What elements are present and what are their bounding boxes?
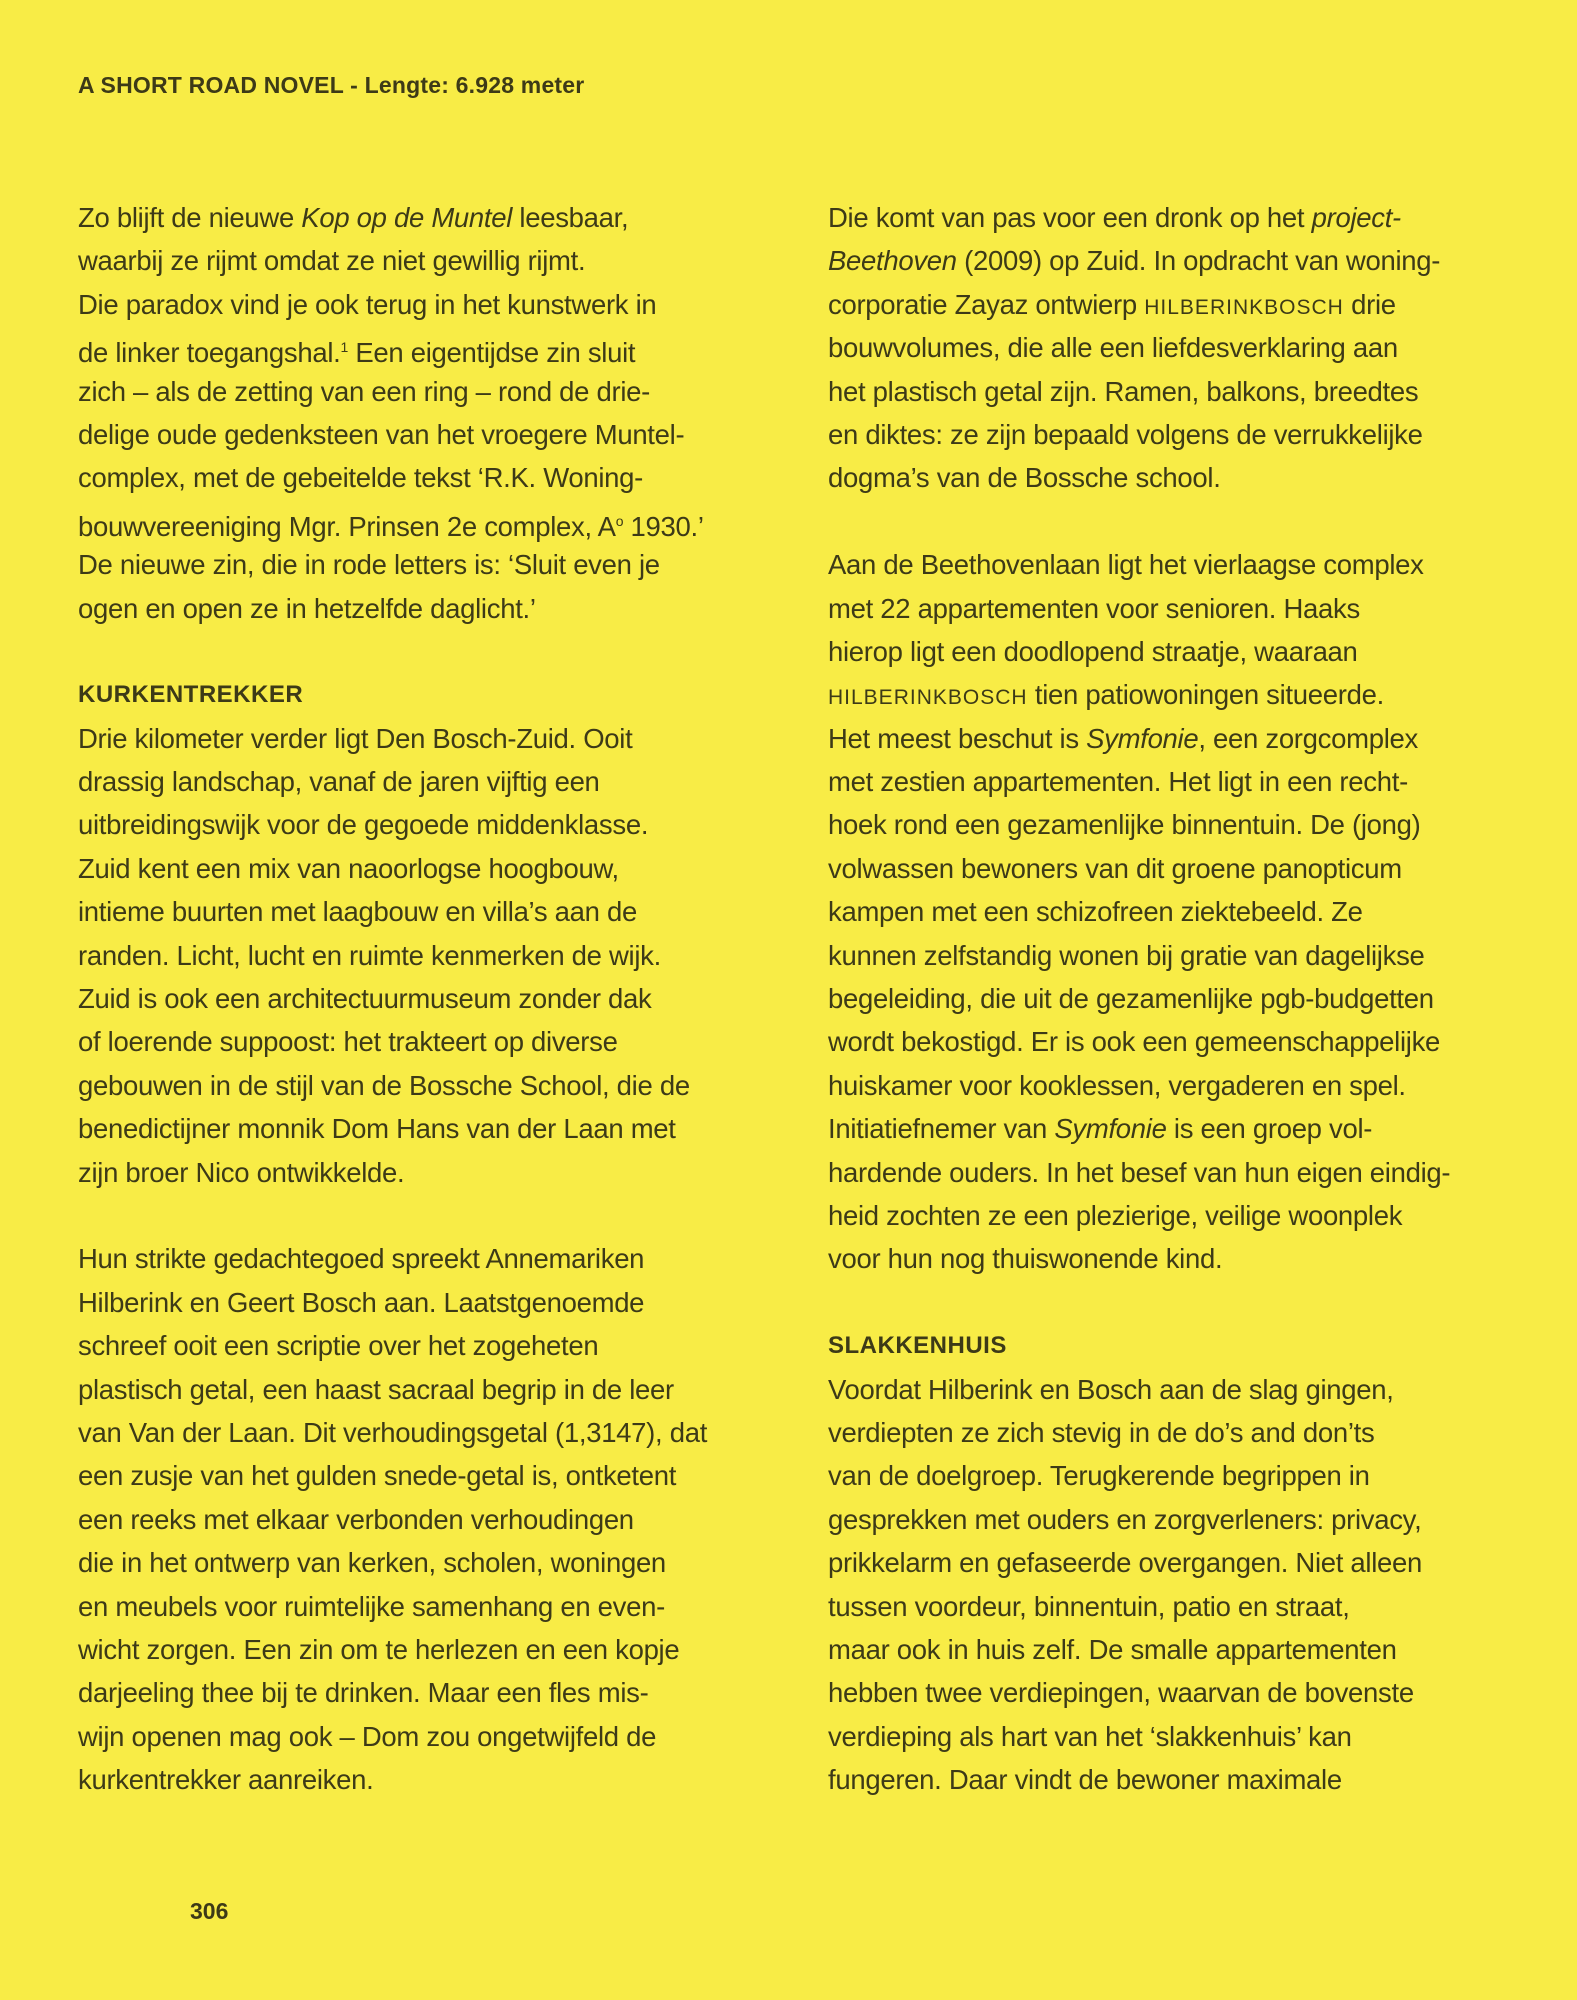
text-run: begeleiding, die uit de gezamenlijke pgb-budgetten: [828, 983, 1434, 1015]
text-run: gebouwen in de stijl van de Bossche School, die de: [78, 1069, 690, 1101]
text-run: volwassen bewoners van dit groene panopticum: [828, 852, 1402, 884]
text-run: Zo blijft de nieuwe: [78, 202, 302, 233]
text-line: [78, 803, 758, 846]
text-run: Drie kilometer verder ligt Den Bosch-Zuid. Ooit: [78, 722, 633, 754]
text-line: [828, 1107, 1508, 1150]
text-line: [828, 717, 1508, 760]
text-run: complex, met de gebeitelde tekst ‘R.K. Woning-: [78, 462, 644, 494]
text-run: De nieuwe zin, die in rode letters is: ‘Sluit even je: [78, 549, 660, 581]
text-line: [828, 1454, 1508, 1497]
text-line: [828, 1671, 1508, 1714]
text-run: de linker toegangshal.: [78, 337, 341, 369]
text-line: [78, 1541, 758, 1584]
italic-title: Kop op de Muntel: [301, 202, 513, 233]
text-line: [78, 283, 758, 326]
text-line: [828, 977, 1508, 1020]
text-line: [78, 1064, 758, 1107]
text-line: [828, 587, 1508, 630]
text-run: zich – als de zetting van een ring – rond de drie-: [78, 375, 651, 407]
text-run: darjeeling thee bij te drinken. Maar een fles mis-: [78, 1677, 649, 1709]
text-run: Die komt van pas voor een dronk op het: [828, 202, 1312, 233]
text-line: [78, 847, 758, 890]
text-run: Een eigentijdse zin sluit: [347, 337, 636, 369]
text-line: [828, 1715, 1508, 1758]
text-line: [78, 1715, 758, 1758]
text-line: [828, 1585, 1508, 1628]
text-line: [828, 1194, 1508, 1237]
text-run: kunnen zelfstandig wonen bij gratie van dagelijkse: [828, 939, 1425, 971]
paragraph-break: [828, 1281, 1508, 1324]
text-run: Die paradox vind je ook terug in het kunstwerk in: [78, 288, 657, 320]
text-line: [78, 1281, 758, 1324]
italic-title: project-: [1311, 202, 1401, 233]
text-line: [78, 239, 758, 282]
paragraph-break: [78, 1194, 758, 1237]
text-line: [78, 196, 758, 239]
text-run: waarbij ze rijmt omdat ze niet gewillig rijmt.: [78, 245, 586, 277]
text-run: wordt bekostigd. Er is ook een gemeenschappelijke: [828, 1026, 1441, 1058]
italic-title: Beethoven: [828, 245, 957, 277]
italic-title: Symfonie: [1086, 722, 1199, 754]
text-line: [78, 977, 758, 1020]
text-line: [828, 1411, 1508, 1454]
text-run: hebben twee verdiepingen, waarvan de bovenste: [828, 1677, 1414, 1709]
text-run: uitbreidingswijk voor de gegoede middenklasse.: [78, 809, 649, 841]
text-line: [828, 456, 1508, 499]
text-run: Zuid kent een mix van naoorlogse hoogbouw,: [78, 852, 619, 884]
text-run: tussen voordeur, binnentuin, patio en straat,: [828, 1590, 1350, 1622]
italic-title: Symfonie: [1054, 1113, 1167, 1145]
text-line: [828, 1758, 1508, 1801]
text-run: delige oude gedenksteen van het vroegere Muntel-: [78, 418, 685, 450]
text-line: [78, 587, 758, 630]
text-run: bouwvereeniging Mgr. Prinsen 2e complex, A: [78, 510, 616, 542]
text-line: [78, 456, 758, 499]
text-run: randen. Licht, lucht en ruimte kenmerken de wijk.: [78, 939, 661, 971]
small-caps-name: HILBERINKBOSCH: [828, 686, 1028, 710]
text-line: [78, 1628, 758, 1671]
text-run: zijn broer Nico ontwikkelde.: [78, 1156, 405, 1188]
running-header: A SHORT ROAD NOVEL - Lengte: 6.928 meter: [78, 72, 585, 98]
paragraph-break: [828, 500, 1508, 543]
text-line: [78, 934, 758, 977]
text-run: wijn openen mag ook – Dom zou ongetwijfeld de: [78, 1720, 657, 1752]
text-line: [78, 1324, 758, 1367]
text-run: benedictijner monnik Dom Hans van der Laan met: [78, 1113, 676, 1145]
paragraph-break: [78, 630, 758, 673]
text-run: schreef ooit een scriptie over het zogeheten: [78, 1330, 599, 1362]
text-run: drie: [1343, 288, 1396, 320]
text-line: [828, 847, 1508, 890]
text-line: [78, 1498, 758, 1541]
text-line: [828, 413, 1508, 456]
text-line: [78, 1107, 758, 1150]
text-line: [828, 283, 1508, 326]
text-line: [828, 1020, 1508, 1063]
text-run: , een zorgcomplex: [1198, 722, 1418, 754]
superscript: o: [615, 512, 624, 529]
section-heading: KURKENTREKKER: [78, 681, 304, 709]
text-run: ogen en open ze in hetzelfde daglicht.’: [78, 592, 536, 624]
text-run: bouwvolumes, die alle een liefdesverklaring aan: [828, 332, 1398, 364]
text-line: [828, 370, 1508, 413]
text-line: [828, 326, 1508, 369]
text-line: [78, 1454, 758, 1497]
text-line: [828, 673, 1508, 716]
text-line: [828, 890, 1508, 933]
text-run: plastisch getal, een haast sacraal begrip in de leer: [78, 1373, 674, 1405]
text-line: [828, 1151, 1508, 1194]
page-number: 306: [190, 1898, 229, 1924]
text-line: [828, 1541, 1508, 1584]
text-run: voor hun nog thuiswonende kind.: [828, 1243, 1223, 1275]
text-line: [78, 1020, 758, 1063]
text-run: Aan de Beethovenlaan ligt het vierlaagse complex: [828, 549, 1424, 581]
small-caps-name: HILBERINKBOSCH: [1144, 295, 1344, 319]
text-run: hoek rond een gezamenlijke binnentuin. De (jong): [828, 809, 1421, 841]
text-run: Voordat Hilberink en Bosch aan de slag gingen,: [828, 1373, 1394, 1405]
text-line: [78, 1671, 758, 1714]
text-run: drassig landschap, vanaf de jaren vijftig een: [78, 766, 600, 798]
text-line: [78, 1151, 758, 1194]
text-run: van de doelgroep. Terugkerende begrippen in: [828, 1460, 1370, 1492]
text-line: [828, 760, 1508, 803]
text-run: is een groep vol-: [1166, 1113, 1373, 1145]
text-run: leesbaar,: [512, 202, 629, 233]
text-run: maar ook in huis zelf. De smalle appartementen: [828, 1633, 1397, 1665]
text-run: dogma’s van de Bossche school.: [828, 462, 1221, 494]
text-line: [828, 934, 1508, 977]
text-line: [78, 326, 758, 369]
superscript: 1: [340, 339, 348, 356]
text-run: Het meest beschut is: [828, 722, 1087, 754]
text-run: fungeren. Daar vindt de bewoner maximale: [828, 1764, 1342, 1796]
text-run: een reeks met elkaar verbonden verhoudingen: [78, 1503, 634, 1535]
text-line: [78, 717, 758, 760]
text-line: [828, 1237, 1508, 1280]
text-line: [78, 1368, 758, 1411]
text-run: Zuid is ook een architectuurmuseum zonder dak: [78, 983, 652, 1015]
text-run: die in het ontwerp van kerken, scholen, woningen: [78, 1547, 666, 1579]
text-run: verdiepten ze zich stevig in de do’s and don’ts: [828, 1416, 1375, 1448]
text-run: van Van der Laan. Dit verhoudingsgetal (1,3147), dat: [78, 1416, 708, 1448]
text-line: [78, 760, 758, 803]
text-run: het plastisch getal zijn. Ramen, balkons, breedtes: [828, 375, 1419, 407]
text-line: [78, 543, 758, 586]
text-run: kampen met een schizofreen ziektebeeld. Ze: [828, 896, 1363, 928]
text-line: [828, 1368, 1508, 1411]
text-line: [78, 500, 758, 543]
text-run: verdieping als hart van het ‘slakkenhuis’ kan: [828, 1720, 1352, 1752]
text-run: kurkentrekker aanreiken.: [78, 1764, 374, 1796]
text-run: wicht zorgen. Een zin om te herlezen en een kopje: [78, 1633, 680, 1665]
text-run: met 22 appartementen voor senioren. Haaks: [828, 592, 1360, 624]
section-heading: SLAKKENHUIS: [828, 1332, 1007, 1360]
text-line: [78, 1237, 758, 1280]
text-run: corporatie Zayaz ontwierp: [828, 288, 1145, 320]
right-column: [828, 196, 1508, 1801]
text-run: Hilberink en Geert Bosch aan. Laatstgenoemde: [78, 1286, 645, 1318]
text-run: en meubels voor ruimtelijke samenhang en even-: [78, 1590, 665, 1622]
text-run: tien patiowoningen situeerde.: [1027, 679, 1384, 711]
text-run: 1930.’: [623, 510, 704, 542]
text-line: [828, 196, 1508, 239]
text-line: [828, 1064, 1508, 1107]
text-run: en diktes: ze zijn bepaald volgens de verrukkelijke: [828, 418, 1423, 450]
text-line: [78, 370, 758, 413]
text-run: huiskamer voor kooklessen, vergaderen en spel.: [828, 1069, 1406, 1101]
text-line: [828, 543, 1508, 586]
text-line: [78, 890, 758, 933]
text-run: heid zochten ze een plezierige, veilige woonplek: [828, 1199, 1403, 1231]
left-column: [78, 196, 758, 1801]
text-run: intieme buurten met laagbouw en villa’s aan de: [78, 896, 637, 928]
text-run: gesprekken met ouders en zorgverleners: privacy,: [828, 1503, 1422, 1535]
text-line: [828, 1498, 1508, 1541]
text-run: een zusje van het gulden snede-getal is, ontketent: [78, 1460, 677, 1492]
text-line: [78, 1758, 758, 1801]
text-run: hierop ligt een doodlopend straatje, waaraan: [828, 635, 1358, 667]
text-line: [828, 630, 1508, 673]
text-run: Hun strikte gedachtegoed spreekt Annemariken: [78, 1243, 645, 1275]
text-line: [828, 239, 1508, 282]
text-run: met zestien appartementen. Het ligt in een recht-: [828, 766, 1408, 798]
text-line: [828, 803, 1508, 846]
text-line: [828, 1628, 1508, 1671]
text-line: [78, 413, 758, 456]
text-line: [78, 1411, 758, 1454]
text-run: prikkelarm en gefaseerde overgangen. Niet alleen: [828, 1547, 1423, 1579]
text-run: Initiatiefnemer van: [828, 1113, 1055, 1145]
text-line: [78, 1585, 758, 1628]
text-run: (2009) op Zuid. In opdracht van woning-: [956, 245, 1441, 277]
text-run: of loerende suppoost: het trakteert op diverse: [78, 1026, 618, 1058]
text-run: hardende ouders. In het besef van hun eigen eindig-: [828, 1156, 1451, 1188]
